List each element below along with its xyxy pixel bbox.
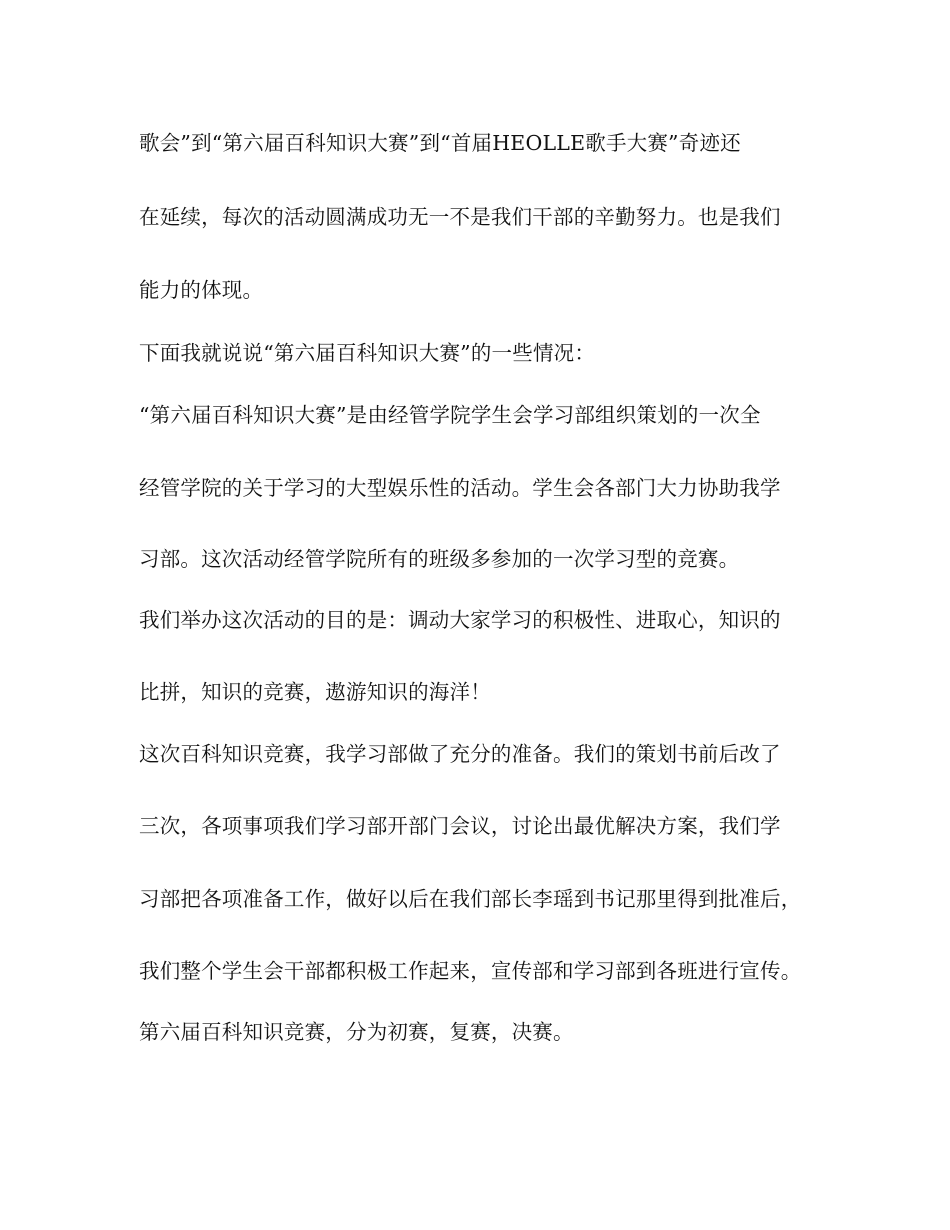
paragraph-line: 能力的体现。 bbox=[139, 278, 264, 302]
paragraph-line: 习部。这次活动经管学院所有的班级多参加的一次学习型的竞赛。 bbox=[139, 547, 740, 571]
paragraph-line: 第六届百科知识竞赛，分为初赛，复赛，决赛。 bbox=[139, 1020, 574, 1044]
paragraph-line: 我们整个学生会干部都积极工作起来，宣传部和学习部到各班进行宣传。 bbox=[139, 959, 802, 983]
paragraph-line: 三次，各项事项我们学习部开部门会议，讨论出最优解决方案，我们学 bbox=[139, 814, 781, 838]
paragraph-line: 我们举办这次活动的目的是：调动大家学习的积极性、进取心，知识的 bbox=[139, 608, 781, 632]
paragraph-line: 歌会”到“第六届百科知识大赛”到“首届HEOLLE歌手大赛”奇迹还 bbox=[139, 131, 741, 155]
paragraph-line: 下面我就说说“第六届百科知识大赛”的一些情况： bbox=[139, 341, 596, 365]
paragraph-line: “第六届百科知识大赛”是由经管学院学生会学习部组织策划的一次全 bbox=[139, 403, 761, 427]
paragraph-line: 比拼，知识的竞赛，遨游知识的海洋！ bbox=[139, 680, 491, 704]
paragraph-line: 习部把各项准备工作，做好以后在我们部长李瑶到书记那里得到批准后， bbox=[139, 887, 802, 911]
paragraph-line: 在延续，每次的活动圆满成功无一不是我们干部的辛勤努力。也是我们 bbox=[139, 205, 781, 229]
paragraph-line: 经管学院的关于学习的大型娱乐性的活动。学生会各部门大力协助我学 bbox=[139, 476, 781, 500]
paragraph-line: 这次百科知识竞赛，我学习部做了充分的准备。我们的策划书前后改了 bbox=[139, 742, 781, 766]
